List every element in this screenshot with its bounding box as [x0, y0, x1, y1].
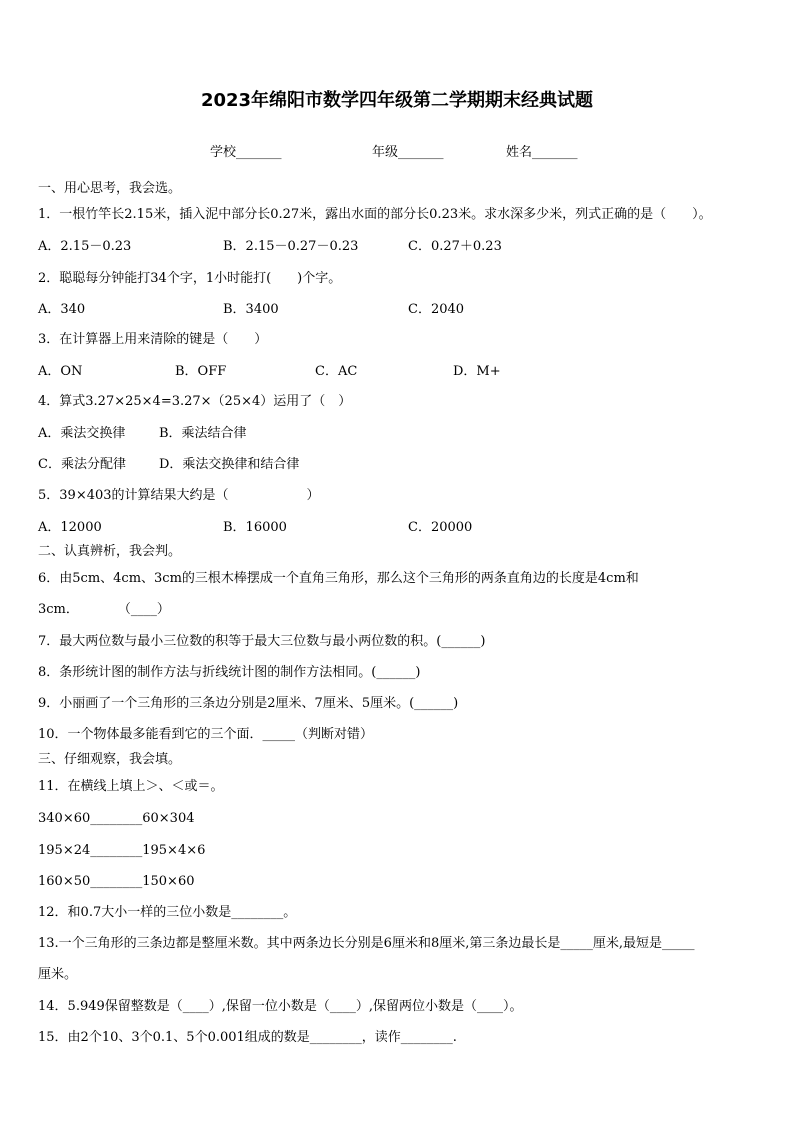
- question-4-option-b[interactable]: B．乘法结合律: [159, 426, 247, 441]
- question-1-option-a[interactable]: A．2.15－0.23: [38, 239, 132, 254]
- question-12[interactable]: 12．和0.7大小一样的三位小数是________。: [38, 905, 297, 920]
- question-5-stem: 5．39×403的计算结果大约是（ ）: [38, 488, 320, 503]
- section-heading-1: 一、用心思考，我会选。: [38, 181, 182, 196]
- question-3-option-d[interactable]: D．M+: [453, 364, 501, 379]
- question-3-option-b[interactable]: B．OFF: [175, 364, 227, 379]
- grade-field[interactable]: 年级_______: [372, 145, 444, 160]
- question-14[interactable]: 14．5.949保留整数是（____）,保留一位小数是（____）,保留两位小数是（____）。: [38, 999, 523, 1014]
- question-5-option-a[interactable]: A．12000: [38, 520, 102, 535]
- question-8[interactable]: 8．条形统计图的制作方法与折线统计图的制作方法相同。(______): [38, 665, 421, 680]
- section-heading-2: 二、认真辨析，我会判。: [38, 544, 182, 559]
- question-4-stem: 4．算式3.27×25×4=3.27×（25×4）运用了（ ）: [38, 394, 352, 409]
- question-10[interactable]: 10．一个物体最多能看到它的三个面．_____（判断对错）: [38, 727, 374, 742]
- question-4-option-d[interactable]: D．乘法交换律和结合律: [159, 457, 300, 472]
- question-1-option-c[interactable]: C．0.27＋0.23: [408, 239, 502, 254]
- question-15[interactable]: 15．由2个10、3个0.1、5个0.001组成的数是________，读作________.: [38, 1030, 457, 1045]
- question-3-option-c[interactable]: C．AC: [315, 364, 358, 379]
- question-2-option-a[interactable]: A．340: [38, 302, 86, 317]
- name-field[interactable]: 姓名_______: [506, 145, 578, 160]
- question-2-option-c[interactable]: C．2040: [408, 302, 465, 317]
- question-2-stem: 2．聪聪每分钟能打34个字，1小时能打( )个字。: [38, 271, 342, 286]
- question-1-option-b[interactable]: B．2.15－0.27－0.23: [223, 239, 359, 254]
- question-4-option-a[interactable]: A．乘法交换律: [38, 426, 126, 441]
- question-11-row-2[interactable]: 195×24________195×4×6: [38, 843, 206, 858]
- question-11-row-1[interactable]: 340×60________60×304: [38, 811, 195, 826]
- question-13-line-2: 厘米。: [38, 967, 78, 982]
- question-9[interactable]: 9．小丽画了一个三角形的三条边分别是2厘米、7厘米、5厘米。(______): [38, 696, 459, 711]
- question-3-stem: 3．在计算器上用来清除的键是（ ）: [38, 332, 268, 347]
- question-2-option-b[interactable]: B．3400: [223, 302, 279, 317]
- question-3-option-a[interactable]: A．ON: [38, 364, 83, 379]
- question-4-option-c[interactable]: C．乘法分配律: [38, 457, 126, 472]
- question-7[interactable]: 7．最大两位数与最小三位数的积等于最大三位数与最小两位数的积。(______): [38, 634, 486, 649]
- page-title: 2023年绵阳市数学四年级第二学期期末经典试题: [200, 90, 594, 111]
- question-1-stem: 1．一根竹竿长2.15米，插入泥中部分长0.27米，露出水面的部分长0.23米。求水深多少米，列式正确的是（ ）。: [38, 207, 712, 222]
- question-11-row-3[interactable]: 160×50________150×60: [38, 874, 195, 889]
- school-field[interactable]: 学校_______: [210, 145, 282, 160]
- question-11-stem: 11．在横线上填上＞、＜或＝。: [38, 779, 224, 794]
- question-5-option-c[interactable]: C．20000: [408, 520, 473, 535]
- question-13-line-1[interactable]: 13.一个三角形的三条边都是整厘米数。其中两条边长分别是6厘米和8厘米,第三条边最长是_____厘米,最短是_____: [38, 936, 695, 951]
- question-5-option-b[interactable]: B．16000: [223, 520, 287, 535]
- question-6-line-2[interactable]: 3cm． （____）: [38, 602, 170, 617]
- section-heading-3: 三、仔细观察，我会填。: [38, 752, 182, 767]
- question-6-line-1: 6．由5cm、4cm、3cm的三根木棒摆成一个直角三角形，那么这个三角形的两条直角边的长度是4cm和: [38, 571, 639, 586]
